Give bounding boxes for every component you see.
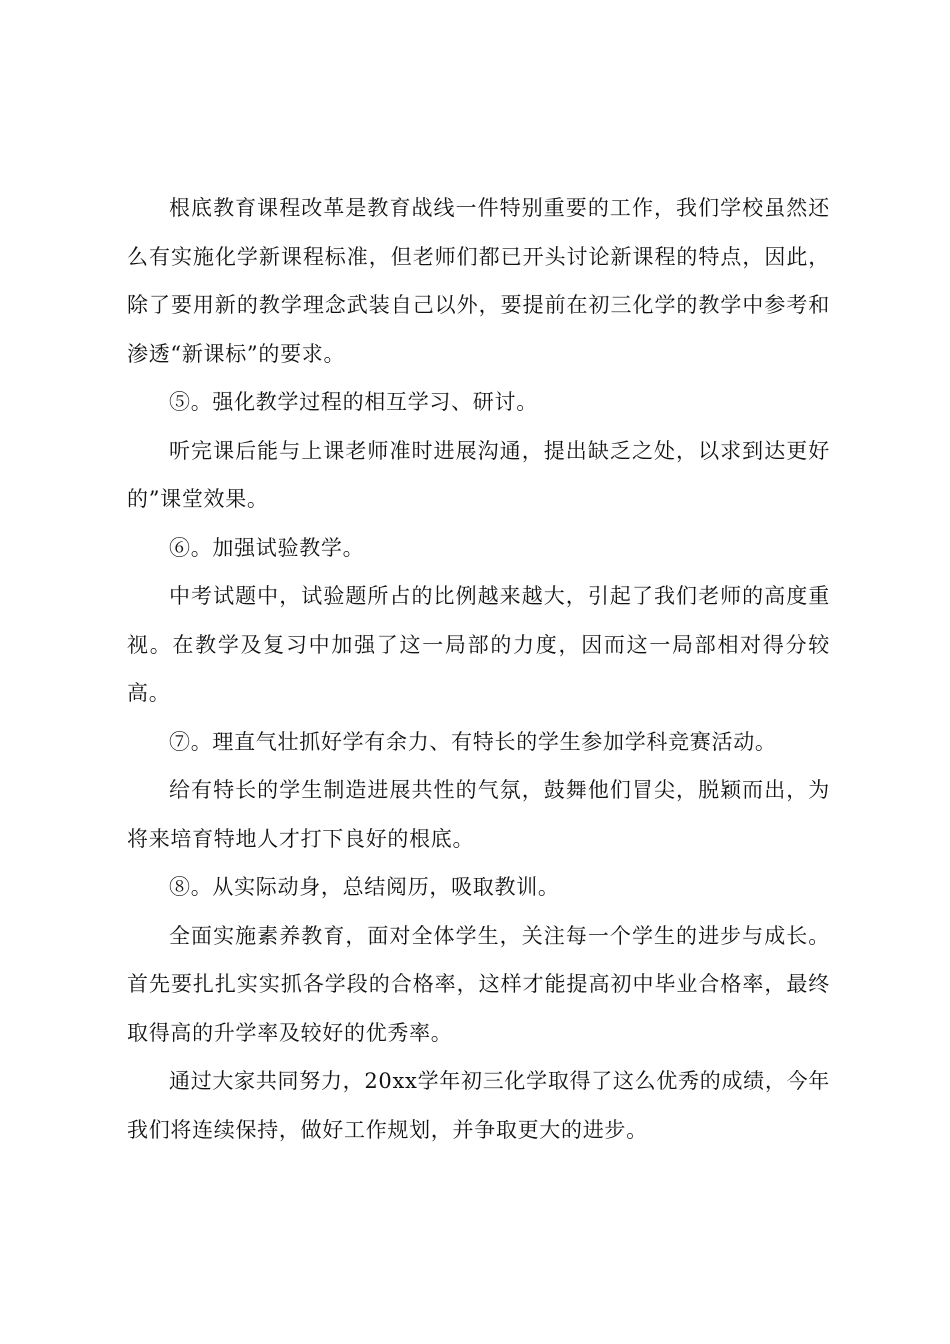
heading-item-5: ⑤。强化教学过程的相互学习、研讨。: [169, 390, 538, 414]
heading-item-8: ⑧。从实际动身，总结阅历，吸取教训。: [169, 875, 560, 899]
paragraph-talented-students: 给有特长的学生制造进展共性的气氛，鼓舞他们冒尖，脱颖而出，为将来培育特地人才打下良好的根底。: [127, 778, 830, 851]
paragraph-curriculum-reform: 根底教育课程改革是教育战线一件特别重要的工作，我们学校虽然还么有实施化学新课程标准，但老师们都已开头讨论新课程的特点，因此，除了要用新的教学理念武装自己以外，要提前在初三化学的教学中参考和渗透“新课标”的要求。: [127, 196, 830, 366]
heading-item-6: ⑥。加强试验教学。: [169, 535, 365, 560]
paragraph-experiment-teaching: 中考试题中，试验题所占的比例越来越大，引起了我们老师的高度重视。在教学及复习中加强了这一局部的力度，因而这一局部相对得分较高。: [127, 584, 830, 705]
document-body: [127, 184, 830, 1154]
heading-item-7: ⑦。理直气壮抓好学有余力、有特长的学生参加学科竞赛活动。: [169, 729, 777, 754]
paragraph-quality-education: 全面实施素养教育，面对全体学生，关注每一个学生的进步与成长。首先要扎扎实实抓各学段的合格率，这样才能提高初中毕业合格率，最终取得高的升学率及较好的优秀率。: [127, 923, 830, 1045]
paragraph-lesson-feedback: 听完课后能与上课老师准时进展沟通，提出缺乏之处，以求到达更好的”课堂效果。: [127, 438, 830, 511]
paragraph-conclusion: 通过大家共同努力，20xx学年初三化学取得了这么优秀的成绩，今年我们将连续保持，做好工作规划，并争取更大的进步。: [127, 1069, 830, 1142]
